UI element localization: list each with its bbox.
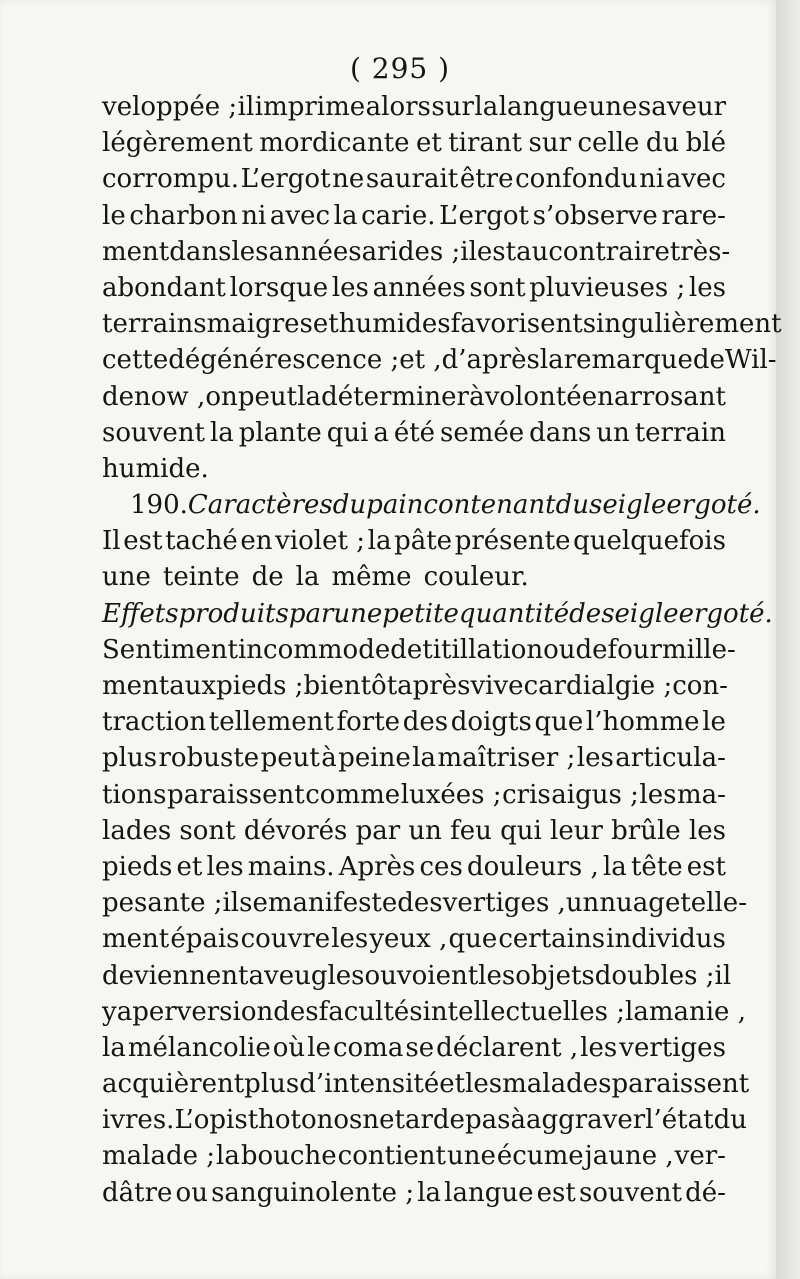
word: dans [529, 417, 592, 448]
word: forte [336, 707, 401, 738]
word: malades [502, 1069, 612, 1100]
body-text [102, 92, 782, 1214]
word: aveugles [248, 960, 365, 991]
word: pieds [102, 851, 173, 882]
word: nuage [599, 888, 681, 919]
word: qui [500, 815, 542, 846]
word: pesante ; [102, 888, 223, 919]
text-line [102, 1141, 726, 1177]
word: la [412, 743, 437, 774]
word: est [476, 236, 517, 267]
word: ver- [674, 1141, 726, 1172]
word: les [639, 779, 677, 810]
word: ni [241, 200, 267, 231]
word: il [460, 236, 477, 267]
word: être [459, 164, 514, 195]
word: on [205, 381, 238, 412]
word: doigts [450, 707, 532, 738]
word: ou [175, 1177, 208, 1208]
word: brûle [611, 815, 681, 846]
word: manifeste [267, 888, 398, 919]
word: la [333, 200, 358, 231]
word: y [102, 996, 117, 1027]
text-line [102, 960, 732, 997]
word: les [465, 1069, 503, 1100]
word: a [116, 996, 133, 1027]
word: humides [338, 309, 451, 340]
word: couleur. [423, 562, 529, 593]
text-line [102, 164, 726, 200]
word: dévorés [243, 815, 348, 846]
word: mordicante [259, 128, 410, 159]
word: intellectuelles ; [422, 996, 626, 1027]
word: la [102, 1032, 126, 1063]
word: aigus ; [551, 779, 639, 810]
word: tellement [208, 707, 334, 738]
word: des [273, 996, 319, 1027]
word: et [176, 851, 203, 882]
word: se [239, 888, 268, 919]
word: abondant [102, 272, 226, 303]
word: facultés [318, 996, 423, 1027]
word: sur [431, 92, 474, 122]
word: fourmille- [607, 634, 736, 665]
word: souvent [578, 1177, 682, 1208]
word: bouche [240, 1141, 337, 1172]
word: maigres [206, 309, 313, 340]
text-line [102, 816, 726, 852]
word: Caractères [187, 490, 333, 521]
word: et [415, 128, 442, 159]
word: années [268, 236, 362, 267]
word: de [569, 598, 602, 629]
word: arides ; [361, 236, 461, 267]
word: traction [102, 707, 207, 738]
word: les [331, 924, 369, 955]
word: terrains [102, 309, 207, 340]
word: au [516, 236, 549, 267]
text-line [102, 634, 736, 671]
word: souvent [102, 417, 206, 448]
word: plante [238, 417, 322, 448]
word: lorsque [229, 272, 329, 303]
word: ivres. [102, 1105, 175, 1136]
word: les [688, 272, 726, 303]
word: cette [102, 345, 169, 376]
word: Sentiment [102, 634, 238, 665]
word: seigle [589, 490, 667, 521]
text-line [102, 273, 726, 309]
word: tête [630, 851, 683, 882]
word: d’intensité [299, 1069, 440, 1100]
word: feu [450, 815, 492, 846]
word: leur [550, 815, 603, 846]
word: en [581, 381, 614, 412]
word: saveur [637, 92, 726, 122]
word: de [692, 345, 725, 376]
word: Après [338, 851, 416, 882]
word: il [237, 92, 255, 122]
word: les [231, 236, 269, 267]
word: et , [399, 345, 442, 376]
word: teinte [162, 562, 240, 593]
word: comme [305, 779, 401, 810]
word: de [575, 634, 608, 665]
word: produits [178, 598, 289, 629]
word: les [576, 743, 614, 774]
word: deviennent [102, 960, 249, 991]
word: charbon [129, 200, 238, 231]
text-line [102, 671, 726, 707]
word: une [446, 1141, 496, 1172]
word: contraire [548, 236, 670, 267]
word: où [272, 1032, 306, 1063]
word: du [332, 490, 367, 521]
word: contenant [423, 490, 556, 521]
word: ergoté. [678, 598, 773, 629]
word: et [312, 309, 339, 340]
word: L’ergot [240, 164, 331, 195]
word: s’observe [532, 200, 658, 231]
word: la [297, 381, 322, 412]
word: singulièrement [582, 309, 782, 340]
word: aggraver [525, 1105, 646, 1136]
word: été [393, 417, 436, 448]
word: est [536, 1177, 576, 1208]
text-line [102, 418, 726, 454]
word: est [123, 526, 163, 557]
word: robuste [158, 743, 260, 774]
word: que [534, 707, 584, 738]
word: l’état [645, 1105, 714, 1136]
word: malade ; [102, 1141, 216, 1172]
word: sur [528, 128, 572, 159]
text-line [102, 707, 726, 743]
word: ou [364, 960, 397, 991]
text-line [102, 526, 726, 562]
word: déterminer [321, 381, 469, 412]
word: saurait [365, 164, 459, 195]
word: se [405, 1032, 435, 1063]
word: pieds ; [216, 671, 304, 701]
word: de [251, 562, 284, 593]
word: sanguinolente ; [211, 1177, 415, 1208]
word: yeux , [369, 924, 448, 955]
word: aux [169, 671, 217, 701]
word: dé- [685, 1177, 726, 1208]
word: acquièrent [102, 1069, 245, 1100]
word: sont [179, 815, 236, 846]
text-line [102, 1033, 726, 1069]
word: ment [102, 924, 170, 955]
word: terrain [634, 417, 726, 448]
word: semée [439, 417, 525, 448]
text-line [102, 201, 726, 237]
word: la [474, 92, 499, 122]
word: petite [382, 598, 459, 629]
word: humide. [102, 453, 209, 484]
word: mélancolie [127, 1032, 271, 1063]
text-line [102, 92, 726, 128]
word: ces [419, 851, 463, 882]
word: très- [669, 236, 731, 267]
word: la [625, 996, 649, 1027]
word: remarque [563, 345, 693, 376]
word: con- [672, 671, 728, 701]
text-line [102, 1178, 726, 1214]
word: Il [102, 526, 121, 557]
word: maîtriser ; [437, 743, 576, 774]
word: la [417, 1177, 442, 1208]
word: favorisent [450, 309, 583, 340]
word: objets [515, 960, 595, 991]
word: vive [470, 671, 524, 701]
word: imprime [254, 92, 366, 122]
word: à [321, 743, 337, 774]
word: dâtre [102, 1177, 173, 1208]
word: ou [543, 634, 576, 665]
word: le [102, 200, 126, 231]
word: avec [665, 164, 726, 195]
word: titillation [422, 634, 544, 665]
word: ma- [676, 779, 726, 810]
word: manie , [648, 996, 746, 1027]
word: a [373, 417, 389, 448]
word: pain [366, 490, 424, 521]
word: doubles ; [594, 960, 715, 991]
word: qui [326, 417, 369, 448]
text-line [102, 128, 726, 164]
word: une [588, 92, 638, 122]
word: ergoté. [666, 490, 761, 521]
word: denow , [102, 381, 206, 412]
word: pas [464, 1105, 511, 1136]
word: il [222, 888, 240, 919]
word: jaune , [584, 1141, 674, 1172]
section-number: 190. [130, 490, 188, 521]
word: de [390, 634, 423, 665]
word: ment [102, 671, 170, 701]
word: couvre [240, 924, 331, 955]
word: la [602, 851, 627, 882]
word: la [367, 526, 392, 557]
word: du [713, 1105, 747, 1136]
word: la [216, 1141, 240, 1172]
word: légèrement [102, 128, 253, 159]
text-line [102, 1105, 747, 1141]
word: langue [498, 92, 589, 122]
word: alors [365, 92, 431, 122]
word: les [206, 851, 244, 882]
word: cris [502, 779, 551, 810]
word: pâte [394, 526, 453, 557]
word: plus [102, 743, 158, 774]
word: L’ergot [439, 200, 529, 231]
word: ment [102, 236, 170, 267]
text-line [102, 780, 726, 816]
word: douleurs , [466, 851, 599, 882]
page-number: ( 295 ) [349, 52, 451, 85]
word: les [478, 960, 516, 991]
text-line [102, 888, 747, 924]
text-line [102, 996, 746, 1033]
word: volonté [484, 381, 582, 412]
text-line [102, 309, 782, 345]
word: contient [337, 1141, 446, 1172]
word: la [209, 417, 234, 448]
word: telle- [680, 888, 747, 919]
word: peut [260, 743, 320, 774]
word: peut [237, 381, 298, 412]
word: vertiges , [442, 888, 566, 919]
word: taché [165, 526, 238, 557]
word: par [288, 598, 334, 629]
word: sont [469, 272, 526, 303]
word: présente [454, 526, 571, 557]
text-line [102, 345, 777, 381]
text-line [102, 382, 726, 418]
page-edge [776, 0, 800, 1279]
word: corrompu. [102, 164, 240, 195]
word: un [408, 815, 442, 846]
word: est [686, 851, 726, 882]
word: une [333, 598, 383, 629]
word: luxées ; [400, 779, 502, 810]
word: dans [169, 236, 232, 267]
word: à [510, 1105, 526, 1136]
word: l’homme [585, 707, 700, 738]
word: les [580, 1032, 618, 1063]
word: après [397, 671, 471, 701]
word: celle [577, 128, 640, 159]
word: des [402, 707, 449, 738]
text-line [102, 743, 726, 779]
word: rare- [661, 200, 726, 231]
word: déclarent , [436, 1032, 579, 1063]
text-line [102, 454, 726, 490]
word: incommode [237, 634, 391, 665]
word: plus [244, 1069, 300, 1100]
word: seigle [601, 598, 679, 629]
word: violet ; [275, 526, 365, 557]
word: tirant [448, 128, 523, 159]
word: tions [102, 779, 167, 810]
word: langue [444, 1177, 534, 1208]
word: ni [639, 164, 665, 195]
word: le [702, 707, 726, 738]
word: d’après [441, 345, 540, 376]
word: peine [338, 743, 411, 774]
word: veloppée ; [102, 92, 238, 122]
word: même [331, 562, 412, 593]
text-line [102, 236, 731, 273]
word: ne [362, 1105, 395, 1136]
word: articula- [615, 743, 726, 774]
word: pluvieuses ; [529, 272, 686, 303]
word: les [331, 272, 369, 303]
word: dégénérescence ; [168, 345, 400, 376]
word: carie. [361, 200, 436, 231]
word: mains. [247, 851, 335, 882]
word: la [295, 562, 320, 593]
text-line [102, 852, 726, 888]
text-line [102, 598, 773, 635]
word: avec [269, 200, 331, 231]
text-line [102, 924, 726, 960]
word: Effets [102, 598, 179, 629]
text-line [102, 562, 726, 598]
word: que [448, 924, 498, 955]
word: du [645, 128, 680, 159]
word: paraissent [611, 1069, 750, 1100]
text-line [102, 1069, 750, 1105]
word: des [397, 888, 443, 919]
word: tarde [394, 1105, 465, 1136]
word: blé [685, 128, 726, 159]
word: individus [606, 924, 726, 955]
word: vertiges [619, 1032, 726, 1063]
word: un [565, 888, 600, 919]
word: Wil- [724, 345, 777, 376]
word: voient [396, 960, 479, 991]
word: lades [102, 815, 172, 846]
word: du [555, 490, 590, 521]
word: confondu [515, 164, 638, 195]
word: il [714, 960, 732, 991]
word: écume [496, 1141, 584, 1172]
word: le [307, 1032, 331, 1063]
word: un [596, 417, 630, 448]
word: à [469, 381, 485, 412]
word: en [240, 526, 273, 557]
word: par [355, 815, 401, 846]
word: années [372, 272, 466, 303]
word: épais [170, 924, 240, 955]
word: une [102, 562, 151, 593]
word: arrosant [613, 381, 726, 412]
word: cardialgie ; [523, 671, 673, 701]
word: la [539, 345, 564, 376]
word: paraissent [167, 779, 305, 810]
word: L’opisthotonos [174, 1105, 363, 1136]
word: les [688, 815, 726, 846]
word: ne [332, 164, 365, 195]
word: quelquefois [573, 526, 726, 557]
word: perversion [132, 996, 274, 1027]
word: bientôt [303, 671, 398, 701]
word: quantité [458, 598, 570, 629]
word: certains [498, 924, 606, 955]
text-line [102, 490, 761, 526]
word: coma [332, 1032, 404, 1063]
word: et [439, 1069, 466, 1100]
